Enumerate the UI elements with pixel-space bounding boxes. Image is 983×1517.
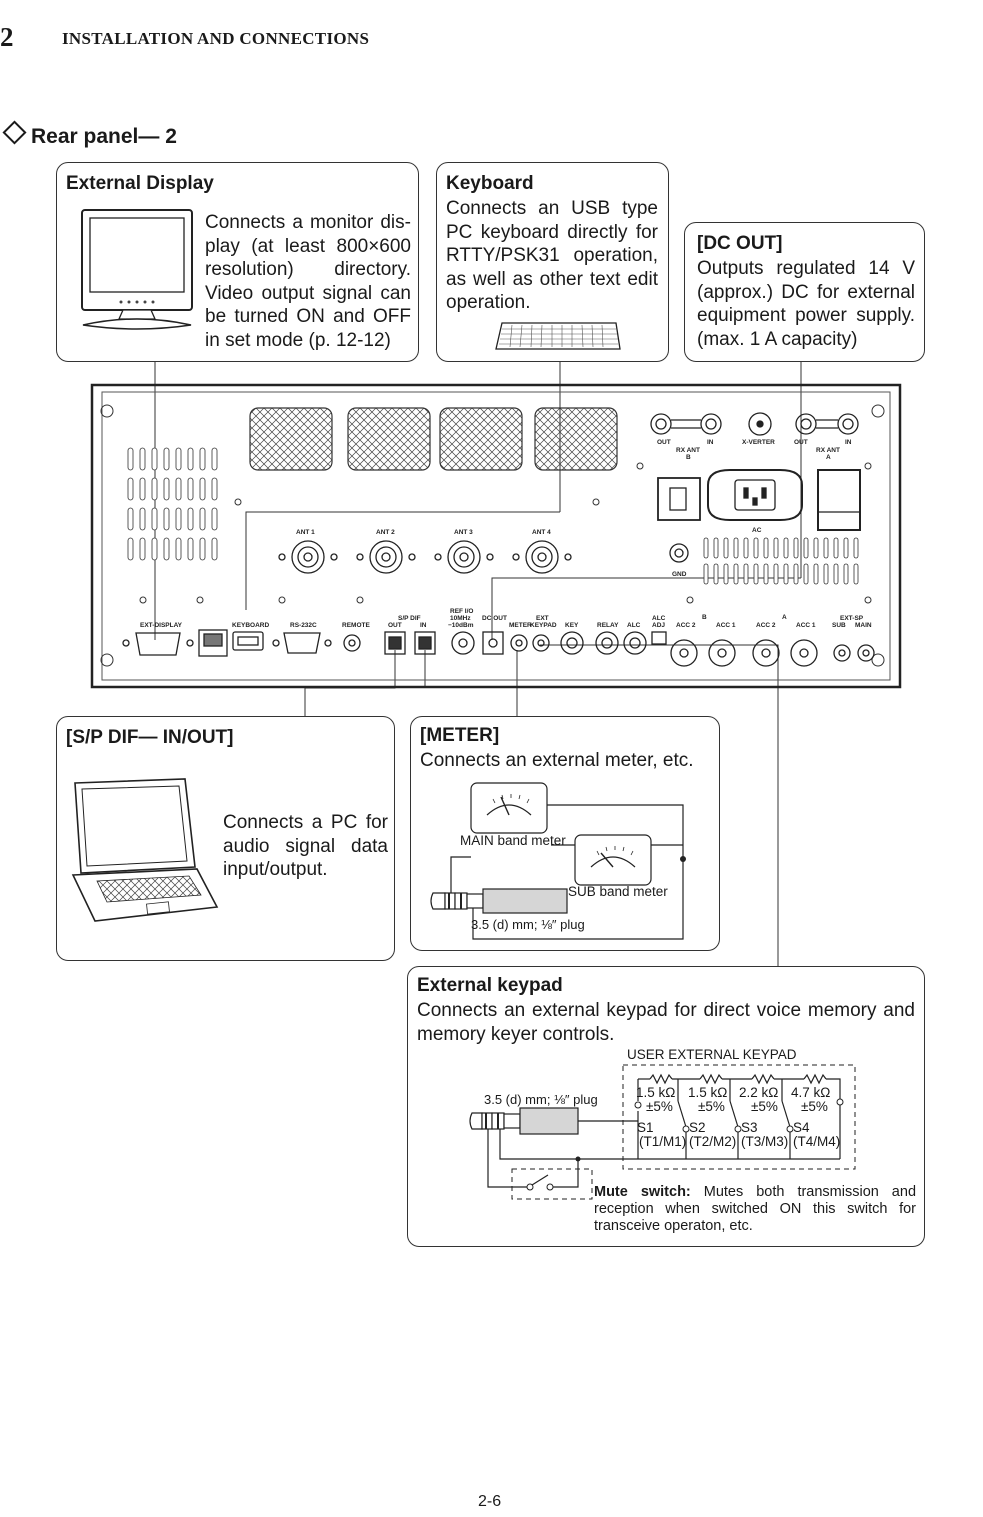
chapter-title: INSTALLATION AND CONNECTIONS (62, 29, 370, 48)
panel-label: KEYPAD (530, 622, 557, 629)
spdif-text: Connects a PC for audio signal data input/output. (223, 812, 388, 880)
panel-label: EXT-SP (840, 615, 864, 622)
panel-label: OUT (388, 622, 402, 629)
laptop-icon (67, 777, 227, 927)
panel-label: ALC (652, 615, 666, 622)
panel-label: OUT (657, 439, 671, 446)
panel-label: RX ANT (816, 447, 840, 454)
switch-memory: (T1/M1) (639, 1134, 687, 1149)
panel-label: EXT-DISPLAY (140, 622, 183, 629)
panel-label: IN (707, 439, 714, 446)
meter-box (410, 716, 720, 951)
resistor-tolerance: ±5% (698, 1099, 725, 1114)
switch-label: S1 (637, 1120, 654, 1135)
resistor-value: 1.5 kΩ (688, 1085, 728, 1100)
panel-label: RS-232C (290, 622, 317, 629)
keyboard-icon (492, 319, 622, 353)
panel-label: ACC 2 (676, 622, 696, 629)
chapter-number: 2 (0, 22, 14, 52)
keypad-group-label: USER EXTERNAL KEYPAD (627, 1047, 797, 1062)
panel-label: −10dBm (448, 622, 474, 629)
panel-label: AC (752, 527, 762, 534)
panel-label: ACC 1 (796, 622, 816, 629)
switch-label: S3 (741, 1120, 758, 1135)
panel-label: ANT 2 (376, 529, 395, 536)
panel-label: SUB (832, 622, 846, 629)
mute-switch-text: Mutes both transmission and reception when switched ON this switch for transceive operaton, etc. (594, 1184, 917, 1234)
resistor-value: 2.2 kΩ (739, 1085, 779, 1100)
dc-out-text: Outputs regulated 14 V (approx.) DC for external equipment power supply. (max. 1 A capacity) (697, 258, 915, 350)
panel-label: A (826, 454, 831, 461)
panel-label: REMOTE (342, 622, 370, 629)
resistor-tolerance: ±5% (751, 1099, 778, 1114)
panel-label: RX ANT (676, 447, 700, 454)
resistor-value: 4.7 kΩ (791, 1085, 831, 1100)
panel-label: S/P DIF (398, 615, 421, 622)
panel-label: IN (845, 439, 852, 446)
dc-out-title: [DC OUT] (697, 233, 783, 254)
switch-memory: (T2/M2) (689, 1134, 737, 1149)
external-display-text: Connects a monitor dis-play (at least 800×600 resolution) directory. Video output signal can be turned ON and OFF in set mode (p. 12-12) (205, 212, 411, 351)
mute-switch-note (594, 1184, 916, 1235)
sub-meter-label: SUB band meter (568, 884, 668, 899)
panel-label: A (782, 614, 787, 621)
keyboard-box (436, 162, 669, 362)
panel-label: ANT 1 (296, 529, 315, 536)
dc-out-box (684, 222, 925, 362)
keyboard-text: Connects an USB type PC keyboard directly for RTTY/PSK31 operation, as well as other text edit operation. (446, 198, 658, 313)
panel-label: ACC 1 (716, 622, 736, 629)
panel-label: OUT (794, 439, 808, 446)
panel-label: KEYBOARD (232, 622, 270, 629)
resistor-value: 1.5 kΩ (636, 1085, 676, 1100)
main-meter-label: MAIN band meter (460, 833, 566, 848)
meter-plug-label: 3.5 (d) mm; ⅛″ plug (471, 917, 585, 932)
panel-label: X-VERTER (742, 439, 775, 446)
panel-label: ADJ (652, 622, 666, 629)
resistor-tolerance: ±5% (646, 1099, 673, 1114)
switch-memory: (T3/M3) (741, 1134, 789, 1149)
keyboard-title: Keyboard (446, 173, 534, 194)
monitor-icon (73, 207, 203, 347)
meter-text: Connects an external meter, etc. (420, 750, 694, 771)
panel-label: METER (509, 622, 532, 629)
panel-label: ANT 4 (532, 529, 551, 536)
vent-slots (128, 448, 217, 560)
section-title-text: Rear panel— 2 (31, 125, 177, 148)
switch-label: S4 (793, 1120, 810, 1135)
keypad-plug-label: 3.5 (d) mm; ⅛″ plug (484, 1092, 598, 1107)
panel-label: GND (672, 571, 687, 578)
page-number: 2-6 (478, 1493, 502, 1510)
panel-label: ALC (627, 622, 641, 629)
meter-title: [METER] (420, 725, 500, 746)
switch-memory: (T4/M4) (793, 1134, 841, 1149)
spdif-title: [S/P DIF— IN/OUT] (66, 727, 234, 748)
external-display-box (56, 162, 419, 362)
panel-label: 10MHz (450, 615, 471, 622)
spdif-box (56, 716, 395, 961)
panel-label: DC OUT (482, 615, 507, 622)
panel-label: MAIN (855, 622, 872, 629)
panel-label: EXT (536, 615, 549, 622)
panel-label: B (686, 454, 691, 461)
panel-label: IN (420, 622, 427, 629)
panel-label: ACC 2 (756, 622, 776, 629)
external-keypad-box (407, 966, 925, 1247)
panel-label: REF I/O (450, 608, 474, 615)
panel-label: KEY (565, 622, 579, 629)
resistor-tolerance: ±5% (801, 1099, 828, 1114)
keypad-title: External keypad (417, 975, 563, 996)
panel-label: B (702, 614, 707, 621)
keypad-text: Connects an external keypad for direct voice memory and memory keyer controls. (417, 1000, 915, 1045)
mute-switch-title: Mute switch: (594, 1184, 691, 1200)
switch-label: S2 (689, 1120, 706, 1135)
rear-panel (92, 385, 900, 687)
panel-label: RELAY (597, 622, 619, 629)
panel-label: ANT 3 (454, 529, 473, 536)
external-display-title: External Display (66, 173, 214, 194)
